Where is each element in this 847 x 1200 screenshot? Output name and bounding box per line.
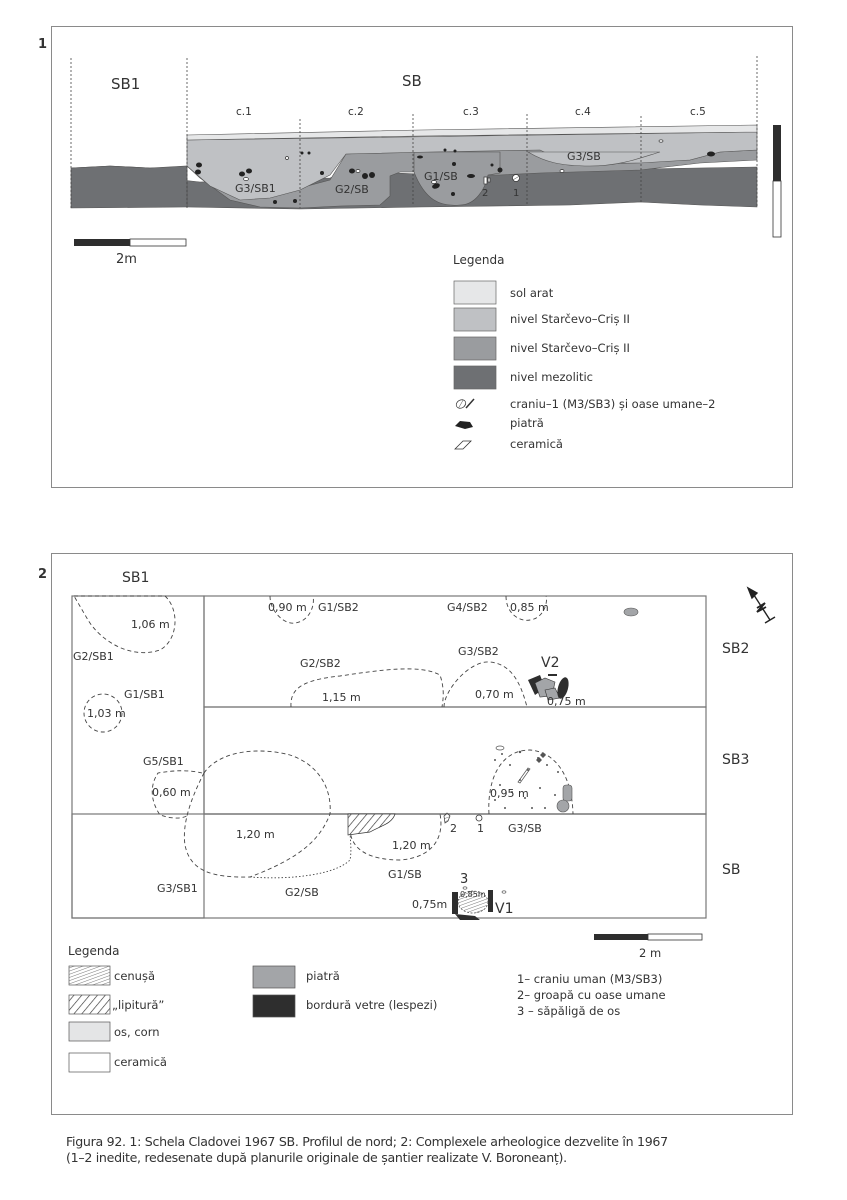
feature-label-g1-sb: G1/SB bbox=[388, 868, 422, 881]
legend-swatch-lipitura bbox=[69, 995, 110, 1014]
legend-label-skull-bones: craniu–1 (M3/SB3) și oase umane–2 bbox=[510, 397, 716, 411]
pit-outlines bbox=[74, 596, 573, 877]
depth-label-g5-sb1: 0,60 m bbox=[152, 786, 191, 799]
legend-label-stone: piatră bbox=[510, 416, 544, 430]
legend-label-bone-antler: os, corn bbox=[114, 1025, 160, 1039]
feature-label-g3-sb1: G3/SB1 bbox=[157, 882, 198, 895]
legend-label-ceramic: ceramică bbox=[510, 437, 563, 451]
section-label-sb1: SB1 bbox=[122, 570, 150, 586]
legend-note-1: 1– craniu uman (M3/SB3) bbox=[517, 972, 663, 986]
legend-label-stone: piatră bbox=[306, 969, 340, 983]
square-label-c2: c.2 bbox=[348, 106, 364, 118]
legend-label-lipitura: „lipitură” bbox=[112, 998, 165, 1012]
find-label-2: 2 bbox=[482, 188, 489, 199]
section-label-sb: SB bbox=[722, 862, 741, 878]
figure-2-number: 2 bbox=[38, 567, 48, 582]
feature-label-g2-sb2: G2/SB2 bbox=[300, 657, 341, 670]
depth-label-g3-sb2: 0,70 m bbox=[475, 688, 514, 701]
legend-label-starcevo-dark: nivel Starčevo–Criș II bbox=[510, 341, 630, 355]
depth-label-g1-sb: 1,20 m bbox=[392, 839, 431, 852]
legend-note-3: 3 – săpăligă de os bbox=[517, 1004, 621, 1018]
caption-line-1: Figura 92. 1: Schela Cladovei 1967 SB. Profilul de nord; 2: Complexele arheologice dezvelite în 1967 bbox=[66, 1134, 668, 1149]
feature-label-g3-sb: G3/SB bbox=[508, 822, 542, 835]
legend-label-mesolithic: nivel mezolitic bbox=[510, 370, 593, 384]
square-label-c1: c.1 bbox=[236, 106, 252, 118]
legend-label-hearth-border: bordură vetre (lespezi) bbox=[306, 998, 438, 1012]
square-label-c4: c.4 bbox=[575, 106, 591, 118]
stone-icon bbox=[557, 800, 569, 812]
feature-label-g1-sb2: G1/SB2 bbox=[318, 601, 359, 614]
caption-line-2: (1–2 inedite, redesenate după planurile originale de șantier realizate V. Boroneanț). bbox=[66, 1150, 567, 1165]
square-label-c3: c.3 bbox=[463, 106, 479, 118]
square-label-c5: c.5 bbox=[690, 106, 706, 118]
feature-label-v1: V1 bbox=[495, 901, 514, 917]
scale-bar bbox=[594, 934, 702, 940]
skull-find bbox=[476, 815, 482, 821]
depth-label-g2-sb2: 1,15 m bbox=[322, 691, 361, 704]
depth-label-g4-sb2: 0,85 m bbox=[510, 601, 549, 614]
feature-label-g3-sb1: G3/SB1 bbox=[235, 182, 276, 195]
legend-note-2: 2– groapă cu oase umane bbox=[517, 988, 666, 1002]
legend-label-starcevo-light: nivel Starčevo–Criș II bbox=[510, 312, 630, 326]
depth-label-v1-inner: 0,85m bbox=[460, 890, 486, 899]
legend-swatch-hearth-border bbox=[253, 995, 295, 1017]
depth-label-g1-sb2: 0,90 m bbox=[268, 601, 307, 614]
depth-label-g3-sb1: 1,20 m bbox=[236, 828, 275, 841]
feature-label-g3-sb2: G3/SB2 bbox=[458, 645, 499, 658]
section-label-sb: SB bbox=[402, 72, 422, 90]
depth-label-g1-sb1: 1,03 m bbox=[87, 707, 126, 720]
trench-sb bbox=[72, 814, 706, 918]
legend-swatch-ash bbox=[69, 966, 110, 985]
feature-label-g2-sb: G2/SB bbox=[335, 183, 369, 196]
stone-icon bbox=[624, 608, 638, 616]
find-label-1: 1 bbox=[477, 822, 484, 835]
legend-label-ash: cenușă bbox=[114, 969, 156, 983]
feature-label-g4-sb2: G4/SB2 bbox=[447, 601, 488, 614]
find-label-1: 1 bbox=[513, 188, 520, 199]
trench-sb1 bbox=[72, 596, 204, 918]
feature-label-g2-sb: G2/SB bbox=[285, 886, 319, 899]
trench-sb3 bbox=[204, 707, 706, 814]
legend-title: Legenda bbox=[68, 944, 120, 958]
find-label-3: 3 bbox=[460, 872, 469, 887]
section-label-sb3: SB3 bbox=[722, 752, 750, 768]
section-label-sb1: SB1 bbox=[111, 75, 141, 93]
feature-label-g1-sb: G1/SB bbox=[424, 170, 458, 183]
scale-label: 2 m bbox=[639, 946, 662, 960]
legend-title: Legenda bbox=[453, 253, 505, 267]
north-arrow-icon bbox=[748, 588, 775, 623]
find-label-2: 2 bbox=[450, 822, 457, 835]
figure-1-number: 1 bbox=[38, 37, 48, 52]
feature-label-v2: V2 bbox=[541, 655, 560, 671]
legend-swatch-ceramic bbox=[69, 1053, 110, 1072]
depth-label-g2-sb1: 1,06 m bbox=[131, 618, 170, 631]
legend-swatch-bone-antler bbox=[69, 1022, 110, 1041]
lipitura-area bbox=[348, 814, 395, 835]
depth-label-v2: 0,75 m bbox=[547, 695, 586, 708]
legend-label-topsoil: sol arat bbox=[510, 286, 554, 300]
feature-label-g2-sb1: G2/SB1 bbox=[73, 650, 114, 663]
depth-label-v1: 0,75m bbox=[412, 898, 448, 911]
feature-label-g3-sb: G3/SB bbox=[567, 150, 601, 163]
figure-caption bbox=[66, 1134, 806, 1166]
scale-label: 2m bbox=[116, 252, 137, 267]
legend-swatch-stone bbox=[253, 966, 295, 988]
feature-label-g1-sb1: G1/SB1 bbox=[124, 688, 165, 701]
pit-g2-sb2 bbox=[291, 669, 443, 707]
feature-label-g5-sb1: G5/SB1 bbox=[143, 755, 184, 768]
stone-icon bbox=[563, 785, 572, 801]
depth-label-g3-sb: 0,95 m bbox=[490, 787, 529, 800]
legend-label-ceramic: ceramică bbox=[114, 1055, 167, 1069]
section-label-sb2: SB2 bbox=[722, 641, 750, 657]
